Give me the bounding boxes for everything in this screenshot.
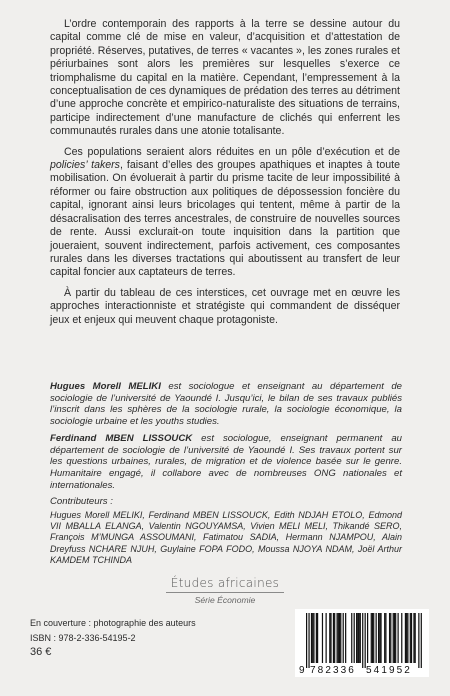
barcode-bar bbox=[406, 613, 407, 663]
barcode-right-digits: 541952 bbox=[366, 665, 412, 676]
barcode bbox=[295, 609, 429, 677]
isbn: ISBN : 978-2-336-54195-2 bbox=[30, 632, 136, 643]
barcode-bar bbox=[358, 613, 359, 663]
barcode-bar bbox=[393, 613, 394, 663]
barcode-bar bbox=[401, 613, 402, 663]
blurb-paragraph-2 bbox=[50, 146, 400, 280]
author-1-text: est sociologue et enseignant au département de sociologie de l’université de Yaoundé I. Jusqu’ici, le bilan de ses travaux publiés l’inscrit dans les sphères de la sociologie rurale, la sociologie économique, la sociologie urbaine et les youths studies. bbox=[50, 381, 402, 428]
barcode-bar bbox=[306, 613, 307, 668]
author-bio-2 bbox=[50, 433, 402, 492]
author-2-name: Ferdinand MBEN LISSOUCK bbox=[50, 432, 193, 444]
barcode-bar bbox=[308, 613, 309, 668]
barcode-bar bbox=[351, 613, 352, 663]
barcode-bar bbox=[367, 613, 368, 663]
barcode-bar bbox=[317, 613, 318, 663]
barcode-bar bbox=[376, 613, 377, 663]
barcode-bar bbox=[372, 613, 373, 663]
barcode-bar bbox=[390, 613, 391, 663]
blurb-paragraph-3: À partir du tableau de ces interstices, cet ouvrage met en œuvre les approches interactionniste et stratégiste qui commandent de disséquer jeux et enjeux qui meuvent chaque protagoniste. bbox=[50, 286, 400, 326]
colophon bbox=[30, 616, 230, 660]
barcode-bar bbox=[394, 613, 395, 663]
barcode-bar bbox=[334, 613, 335, 663]
barcode-bar bbox=[389, 613, 390, 663]
barcode-bar bbox=[333, 613, 334, 663]
barcode-bar bbox=[410, 613, 411, 663]
barcode-bar bbox=[371, 613, 372, 663]
price: 36 € bbox=[30, 646, 52, 658]
barcode-bar bbox=[360, 613, 361, 663]
barcode-bar bbox=[413, 613, 414, 663]
barcode-bar bbox=[362, 613, 363, 668]
barcode-bar bbox=[398, 613, 399, 663]
author-bios bbox=[50, 381, 402, 566]
barcode-bar bbox=[337, 613, 338, 663]
author-bio-1 bbox=[50, 381, 402, 428]
barcode-bar bbox=[365, 613, 366, 668]
barcode-bar bbox=[384, 613, 385, 663]
barcode-bar bbox=[378, 613, 379, 663]
barcode-bar bbox=[407, 613, 408, 663]
barcode-graphic bbox=[295, 609, 429, 677]
barcode-bar bbox=[339, 613, 340, 663]
barcode-bar bbox=[356, 613, 357, 663]
barcode-bar bbox=[311, 613, 312, 663]
barcode-bar bbox=[380, 613, 381, 663]
contributors-label: Contributeurs : bbox=[50, 496, 113, 508]
series-subtitle: Série Économie bbox=[194, 595, 256, 605]
blurb bbox=[50, 18, 400, 334]
barcode-bar bbox=[395, 613, 396, 663]
barcode-bar bbox=[338, 613, 339, 663]
barcode-bar bbox=[357, 613, 358, 663]
cover-credit: En couverture : photographie des auteurs bbox=[30, 618, 196, 628]
barcode-bar bbox=[379, 613, 380, 663]
blurb-p2-end: , faisant d’elles des groupes apathiques et inaptes à toute mobilisation. On évoluerait à partir du prisme tacite de leur impossibilité à réformer ou faire obstruction aux politiques de dépossession foncière du capital, ignorant ainsi leurs bricolages qui tentent, même à partir de la désacralisation des terres ancestrales, de construire de nouvelles sources de rente. Aussi exclurait-on toute inquisition dans la partition que joueraient, souvent indirectement, parfois activement, ces composantes rurales dans les diverses tractations qui aboutissent au transfert de leur capital foncier aux captateurs de terres. bbox=[50, 159, 400, 279]
barcode-bar bbox=[316, 613, 317, 663]
blurb-p2-emphasis: policies’ takers bbox=[50, 159, 120, 172]
barcode-bar bbox=[313, 613, 314, 663]
blurb-paragraph-1: L’ordre contemporain des rapports à la terre se dessine autour du capital comme clé de mise en valeur, d’acquisition et d’attestation de propriété. Réserves, putatives, de terres « vacantes », les zones rurales et périurbaines sont alors les premières sur lesquelles s’exerce ce triomphalisme du capital en la matière. Cependant, l’empressement à la conceptualisation de ces dynamiques de prédation des terres au détriment d’une approche concrète et empirico-naturaliste des situations de terrains, participe indirectement d’une manufacture de clichés qui enferrent les communautés rurales dans une atonie totalisante. bbox=[50, 18, 400, 138]
series-divider bbox=[166, 592, 284, 593]
barcode-left-digits: 782336 bbox=[310, 665, 356, 676]
barcode-bar bbox=[343, 613, 344, 663]
barcode-bar bbox=[312, 613, 313, 663]
barcode-bar bbox=[411, 613, 412, 663]
series-logo bbox=[140, 576, 310, 605]
barcode-bar bbox=[421, 613, 422, 668]
barcode-bar bbox=[415, 613, 416, 663]
blurb-p2-start: Ces populations seraient alors réduites en un pôle d’exécution et de bbox=[64, 145, 400, 158]
barcode-first-digit: 9 bbox=[299, 665, 305, 676]
barcode-bar bbox=[329, 613, 330, 663]
series-title: Études africaines bbox=[170, 576, 280, 590]
barcode-bar bbox=[345, 613, 346, 663]
barcode-bar bbox=[322, 613, 323, 663]
barcode-bar bbox=[340, 613, 341, 663]
barcode-bars bbox=[306, 613, 422, 668]
barcode-bar bbox=[385, 613, 386, 663]
barcode-bar bbox=[405, 613, 406, 663]
barcode-bar bbox=[326, 613, 327, 663]
barcode-bar bbox=[354, 613, 355, 663]
barcode-bar bbox=[330, 613, 331, 663]
barcode-bar bbox=[418, 613, 419, 668]
author-2-text: est sociologue, enseignant permanent au département de sociologie de l’université de Yaoundé I. Ses travaux portent sur les questions urbaines, rurales, de migration et de violence basée sur le genre. Humanitaire engagé, il collabore avec de nombreuses ONG nationales et internationales. bbox=[50, 432, 402, 491]
barcode-bar bbox=[373, 613, 374, 663]
contributors-list: Hugues Morell MELIKI, Ferdinand MBEN LISSOUCK, Edith NDJAH ETOLO, Edmond VII MBALLA ELANGA, Valentin NGOUYAMSA, Vivien MELI MELI, Thikandé SERO, François M’MUNGA ASSOUMANI, Fatimatou SADIA, Hermann NJAMPOU, Alain Dreyfuss NCHARE NJUH, Guylaine FOPA FODO, Moussa NJOYA NDAM, Joël Arthur KAMDEM TCHINDA bbox=[50, 510, 402, 565]
author-1-name: Hugues Morell MELIKI bbox=[50, 381, 161, 392]
